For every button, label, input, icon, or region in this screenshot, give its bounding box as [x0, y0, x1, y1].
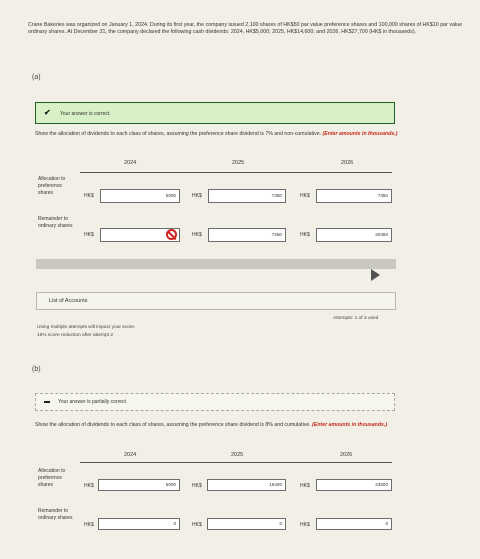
- partial-feedback-box: [35, 393, 395, 411]
- year-header: 2026: [341, 160, 354, 166]
- pref-2025-input[interactable]: 16400: [207, 479, 286, 491]
- row-label-ordinary: Remainder to ordinary shares: [38, 508, 73, 521]
- currency-label: HK$: [192, 483, 202, 489]
- ord-2025-input[interactable]: 0: [207, 518, 286, 530]
- check-icon: ✔: [44, 108, 51, 117]
- row-label-ordinary: Remainder to ordinary shares: [38, 216, 73, 229]
- play-icon[interactable]: [371, 269, 380, 281]
- part-b-label: (b): [32, 366, 41, 373]
- scroll-bar[interactable]: [36, 259, 396, 269]
- problem-text: Crane Bakeries was organized on January 1, 2024. During its first year, the company issued 2,100 shares of HK$50 par value preference shares and 100,000 shares of HK$10 par value ordinary shares. At December 31, the company declared the following cash dividends: 2024, HK$5,000; 2025, HK$14,600; and 2026, HK$27,700 (HK$ in thousands).: [28, 22, 463, 35]
- partial-icon: [44, 401, 50, 403]
- year-header: 2026: [340, 452, 353, 458]
- year-header: 2024: [124, 452, 137, 458]
- score-reduction-note: 15% score reduction after attempt 2: [37, 333, 113, 338]
- feedback-text: Your answer is correct.: [60, 111, 111, 117]
- ord-2024-input[interactable]: 0: [98, 518, 180, 530]
- year-header: 2025: [231, 452, 244, 458]
- pref-2024-input[interactable]: 5000: [100, 189, 180, 203]
- currency-label: HK$: [84, 232, 94, 238]
- pref-2026-input[interactable]: 7350: [316, 189, 392, 203]
- ord-2026-input[interactable]: 20350: [316, 228, 392, 242]
- pref-2025-input[interactable]: 7350: [208, 189, 286, 203]
- row-label-preference: Allocation to preference shares: [38, 176, 66, 196]
- list-of-accounts-button[interactable]: List of Accounts: [36, 292, 396, 310]
- attempts-note: Using multiple attempts will impact your score.: [37, 325, 136, 330]
- currency-label: HK$: [300, 522, 310, 528]
- header-divider: [80, 172, 392, 173]
- pref-2026-input[interactable]: 23500: [316, 479, 392, 491]
- currency-label: HK$: [192, 193, 202, 199]
- currency-label: HK$: [192, 522, 202, 528]
- attempts-counter: Attempts: 1 of 3 used: [333, 316, 379, 321]
- correct-feedback-box: [35, 102, 395, 124]
- currency-label: HK$: [300, 193, 310, 199]
- header-divider: [80, 462, 392, 463]
- currency-label: HK$: [84, 193, 94, 199]
- currency-label: HK$: [300, 232, 310, 238]
- instruction-b: Show the allocation of dividends to each class of shares, assuming the preference share dividend is 8% and cumulative. (Enter amounts in thousands.): [35, 422, 388, 428]
- ord-2025-input[interactable]: 7250: [208, 228, 286, 242]
- currency-label: HK$: [300, 483, 310, 489]
- year-header: 2024: [124, 160, 137, 166]
- feedback-text: Your answer is partially correct.: [58, 399, 128, 405]
- instruction-a: Show the allocation of dividends to each class of shares, assuming the preference share dividend is 7% and non-cumulative. (Enter amounts in thousands.): [35, 131, 398, 137]
- pref-2024-input[interactable]: 5000: [98, 479, 180, 491]
- currency-label: HK$: [192, 232, 202, 238]
- currency-label: HK$: [84, 522, 94, 528]
- year-header: 2025: [232, 160, 245, 166]
- currency-label: HK$: [84, 483, 94, 489]
- ord-2026-input[interactable]: 0: [316, 518, 392, 530]
- row-label-preference: Allocation to preference shares: [38, 468, 66, 488]
- part-a-label: (a): [32, 74, 41, 81]
- incorrect-icon: [166, 229, 177, 240]
